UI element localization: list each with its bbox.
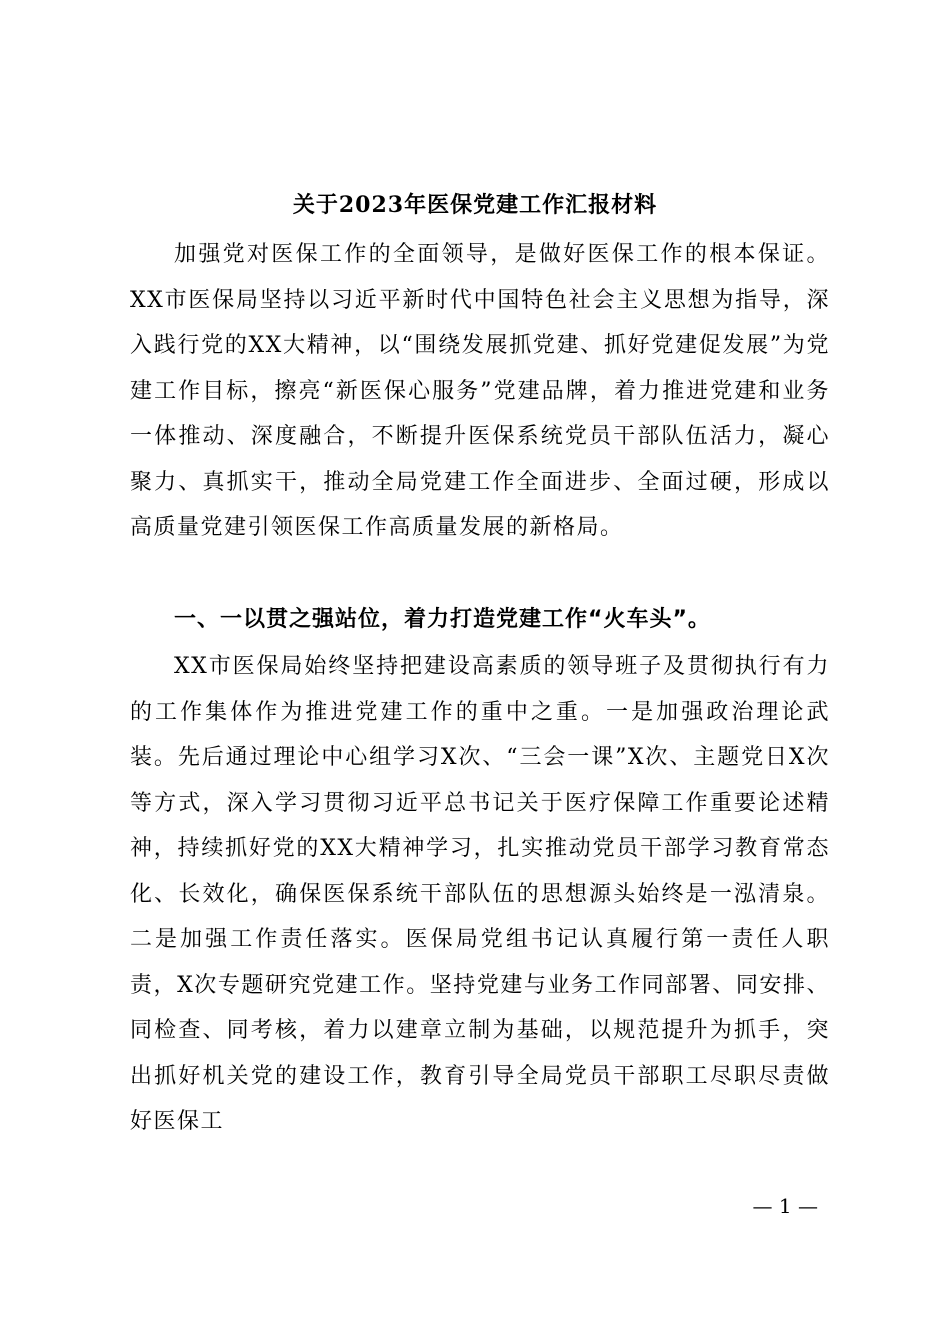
section-1-paragraph: XX市医保局始终坚持把建设高素质的领导班子及贯彻执行有力的工作集体作为推进党建工作的重中之重。一是加强政治理论武装。先后通过理论中心组学习X次、“三会一课”X次、主题党日X次等方式，深入学习贯彻习近平总书记关于医疗保障工作重要论述精神，持续抓好党的XX大精神学习，扎实推动党员干部学习教育常态化、长效化，确保医保系统干部队伍的思想源头始终是一泓清泉。二是加强工作责任落实。医保局党组书记认真履行第一责任人职责，X次专题研究党建工作。坚持党建与业务工作同部署、同安排、同检查、同考核，着力以建章立制为基础，以规范提升为抓手，突出抓好机关党的建设工作，教育引导全局党员干部职工尽职尽责做好医保工 (130, 654, 830, 1134)
intro-paragraph: 加强党对医保工作的全面领导，是做好医保工作的根本保证。XX市医保局坚持以习近平新时代中国特色社会主义思想为指导，深入践行党的XX大精神，以“围绕发展抓党建、抓好党建促发展”为党建工作目标，擦亮“新医保心服务”党建品牌，着力推进党建和业务一体推动、深度融合，不断提升医保系统党员干部队伍活力，凝心聚力、真抓实干，推动全局党建工作全面进步、全面过硬，形成以高质量党建引领医保工作高质量发展的新格局。 (130, 242, 830, 540)
page-number: — 1 — (752, 1194, 818, 1218)
document-title: 关于2023年医保党建工作汇报材料 (292, 192, 658, 218)
section-1-heading: 一、一以贯之强站位，着力打造党建工作“火车头”。 (174, 607, 711, 632)
